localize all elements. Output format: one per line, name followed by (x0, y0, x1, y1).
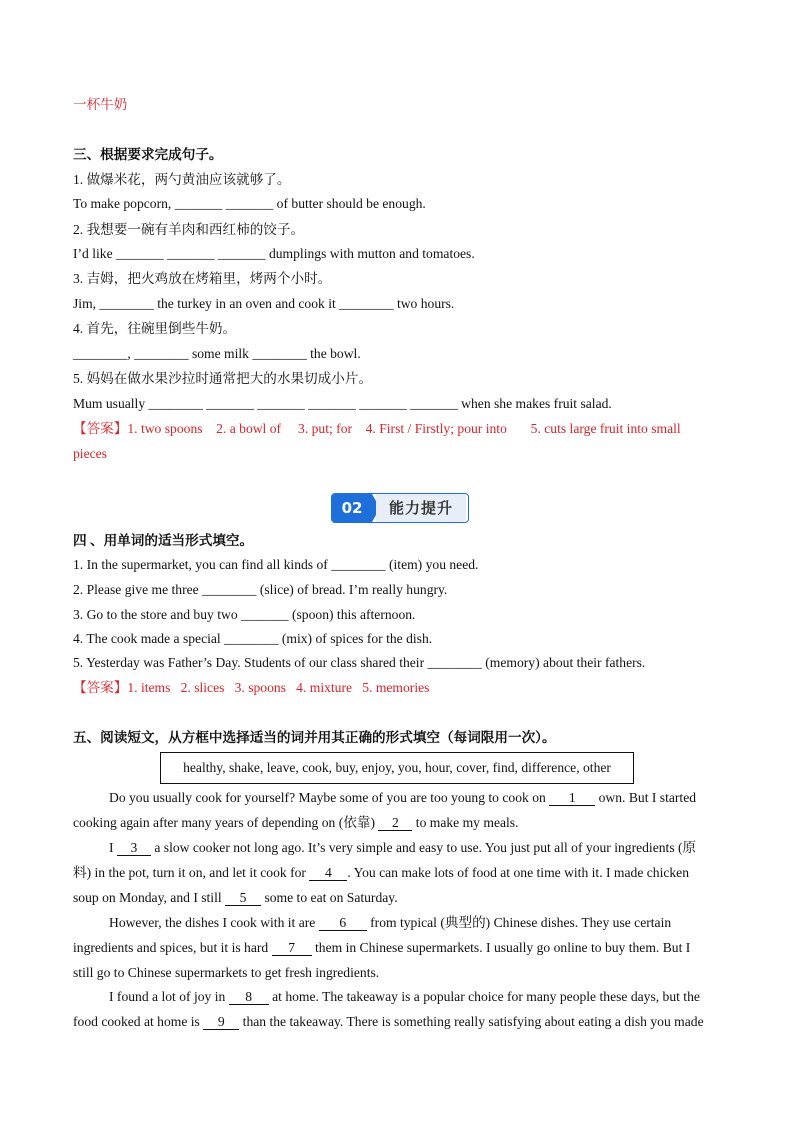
passage-p2-line1 (109, 839, 696, 857)
top-answer: 一杯牛奶 (73, 97, 128, 112)
text-span: own. But I started (598, 790, 697, 805)
sec3-q3-chinese: 3. 吉姆，把火鸡放在烤箱里，烤两个小时。 (73, 271, 332, 286)
text-span: Do you usually cook for yourself? Maybe some of you are too young to cook on (109, 790, 546, 805)
passage-p4-line1 (109, 988, 700, 1006)
sec3-q3-english: Jim, ________ the turkey in an oven and cook it ________ two hours. (73, 296, 455, 311)
text-span: I found a lot of joy in (109, 989, 226, 1004)
sec3-q2-chinese: 2. 我想要一碗有羊肉和西红柿的饺子。 (73, 222, 305, 237)
text-span: However, the dishes I cook with it are (109, 915, 316, 930)
passage-p2-line3 (73, 889, 398, 907)
sec3-q1-english: To make popcorn, _______ _______ of butter should be enough. (73, 196, 426, 211)
word-box: healthy, shake, leave, cook, buy, enjoy, you, hour, cover, find, difference, other (160, 752, 634, 784)
sec4-q3: 3. Go to the store and buy two _______ (spoon) this afternoon. (73, 607, 416, 622)
sec4-q4: 4. The cook made a special ________ (mix) of spices for the dish. (73, 631, 433, 646)
blank-9: 9 (203, 1015, 239, 1030)
badge-label: 能力提升 (376, 494, 466, 522)
sec4-answer: 【答案】1. items 2. slices 3. spoons 4. mixture 5. memories (73, 680, 430, 695)
sec3-q4-chinese: 4. 首先，往碗里倒些牛奶。 (73, 321, 237, 336)
blank-8: 8 (229, 990, 269, 1005)
blank-3: 3 (117, 841, 151, 856)
text-span: food cooked at home is (73, 1014, 200, 1029)
text-span: a slow cooker not long ago. It’s very simple and easy to use. You just put all of your ingredients (原 (154, 840, 697, 855)
section4-title: 四 、用单词的适当形式填空。 (73, 533, 254, 548)
blank-7: 7 (272, 941, 312, 956)
text-span: them in Chinese supermarkets. I usually go online to buy them. But I (315, 940, 691, 955)
sec3-answer-line1: 【答案】1. two spoons 2. a bowl of 3. put; for 4. First / Firstly; pour into 5. cuts large fruit into small (73, 421, 681, 436)
blank-4: 4 (309, 866, 347, 881)
text-span: ingredients and spices, but it is hard (73, 940, 269, 955)
text-span: soup on Monday, and I still (73, 890, 222, 905)
blank-5: 5 (225, 891, 261, 906)
text-span: I (109, 840, 114, 855)
sec4-q2: 2. Please give me three ________ (slice) of bread. I’m really hungry. (73, 582, 448, 597)
section5-title: 五、阅读短文，从方框中选择适当的词并用其正确的形式填空（每词限用一次）。 (73, 730, 556, 745)
text-span: cooking again after many years of depending on (依靠) (73, 815, 375, 830)
text-span: at home. The takeaway is a popular choice for many people these days, but the (272, 989, 700, 1004)
passage-p3-line1 (109, 914, 671, 932)
sec3-q1-chinese: 1. 做爆米花，两勺黄油应该就够了。 (73, 172, 291, 187)
blank-6: 6 (319, 916, 367, 931)
blank-2: 2 (378, 816, 412, 831)
text-span: to make my meals. (415, 815, 519, 830)
sec4-q1: 1. In the supermarket, you can find all kinds of ________ (item) you need. (73, 557, 479, 572)
passage-p4-line2 (73, 1013, 704, 1031)
passage-p2-line2 (73, 864, 689, 882)
text-span: from typical (典型的) Chinese dishes. They use certain (370, 915, 672, 930)
section-badge (331, 493, 469, 523)
blank-1: 1 (549, 791, 595, 806)
text-span: than the takeaway. There is something really satisfying about eating a dish you made (242, 1014, 704, 1029)
badge-number: 02 (332, 494, 372, 522)
text-span: some to eat on Saturday. (264, 890, 398, 905)
sec4-q5: 5. Yesterday was Father’s Day. Students of our class shared their ________ (memory) about their fathers. (73, 655, 646, 670)
passage-p3-line2 (73, 939, 690, 957)
text-span: 料) in the pot, turn it on, and let it cook for (73, 865, 306, 880)
sec3-q2-english: I’d like _______ _______ _______ dumplings with mutton and tomatoes. (73, 246, 475, 261)
sec3-q5-chinese: 5. 妈妈在做水果沙拉时通常把大的水果切成小片。 (73, 371, 373, 386)
sec3-q5-english: Mum usually ________ _______ _______ _______ _______ _______ when she makes fruit salad. (73, 396, 612, 411)
text-span: . You can make lots of food at one time with it. I made chicken (347, 865, 690, 880)
sec3-answer-line2: pieces (73, 446, 107, 461)
passage-p3-line3: still go to Chinese supermarkets to get fresh ingredients. (73, 965, 380, 980)
section3-title: 三、根据要求完成句子。 (73, 147, 223, 162)
passage-p1-line1 (109, 789, 696, 807)
sec3-q4-english: ________, ________ some milk ________ the bowl. (73, 346, 361, 361)
passage-p1-line2 (73, 814, 518, 832)
